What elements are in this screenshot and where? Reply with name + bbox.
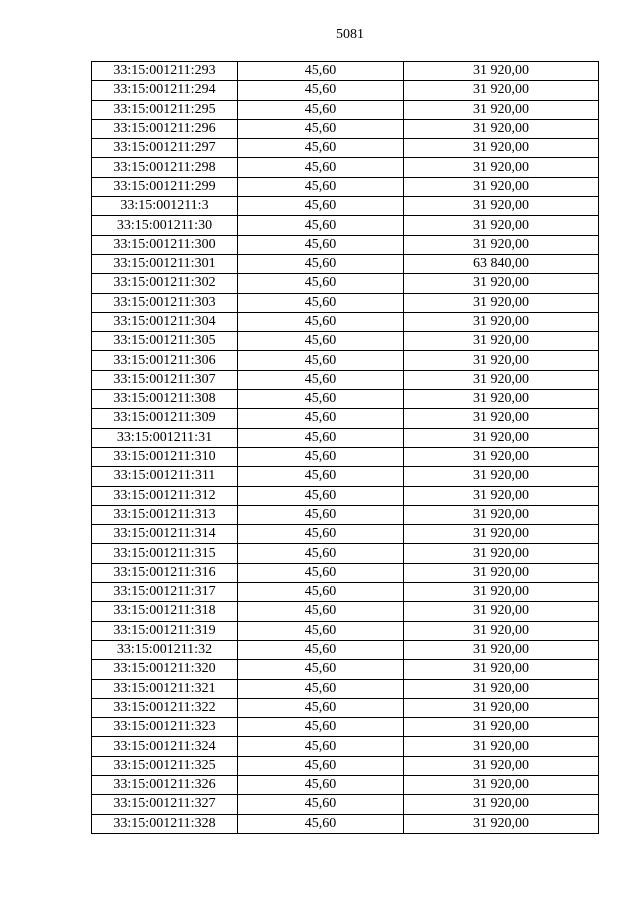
table-row [92,602,599,621]
value-cell: 31 920,00 [404,563,599,582]
area-cell: 45,60 [238,718,404,737]
table-row [92,660,599,679]
value-cell: 31 920,00 [404,505,599,524]
value-cell: 31 920,00 [404,621,599,640]
value-cell: 31 920,00 [404,660,599,679]
cadastral-number-cell: 33:15:001211:319 [92,621,238,640]
value-cell: 31 920,00 [404,216,599,235]
table-row [92,447,599,466]
table-row [92,216,599,235]
table-row [92,467,599,486]
cadastral-number-cell: 33:15:001211:320 [92,660,238,679]
area-cell: 45,60 [238,544,404,563]
area-cell: 45,60 [238,119,404,138]
area-cell: 45,60 [238,158,404,177]
area-cell: 45,60 [238,640,404,659]
cadastral-number-cell: 33:15:001211:306 [92,351,238,370]
table-row [92,177,599,196]
area-cell: 45,60 [238,293,404,312]
cadastral-number-cell: 33:15:001211:313 [92,505,238,524]
area-cell: 45,60 [238,216,404,235]
cadastral-number-cell: 33:15:001211:305 [92,332,238,351]
table-row [92,409,599,428]
parcel-table [91,61,599,834]
table-row [92,235,599,254]
value-cell: 31 920,00 [404,390,599,409]
table-row [92,390,599,409]
cadastral-number-cell: 33:15:001211:302 [92,274,238,293]
table-row [92,119,599,138]
table-row [92,351,599,370]
area-cell: 45,60 [238,139,404,158]
cadastral-number-cell: 33:15:001211:317 [92,583,238,602]
table-row [92,525,599,544]
area-cell: 45,60 [238,390,404,409]
area-cell: 45,60 [238,235,404,254]
cadastral-number-cell: 33:15:001211:324 [92,737,238,756]
area-cell: 45,60 [238,177,404,196]
table-row [92,505,599,524]
value-cell: 31 920,00 [404,525,599,544]
table-row [92,274,599,293]
area-cell: 45,60 [238,563,404,582]
value-cell: 31 920,00 [404,235,599,254]
table-row [92,563,599,582]
cadastral-number-cell: 33:15:001211:310 [92,447,238,466]
cadastral-number-cell: 33:15:001211:296 [92,119,238,138]
cadastral-number-cell: 33:15:001211:303 [92,293,238,312]
area-cell: 45,60 [238,428,404,447]
cadastral-number-cell: 33:15:001211:325 [92,756,238,775]
value-cell: 31 920,00 [404,100,599,119]
area-cell: 45,60 [238,332,404,351]
table-row [92,312,599,331]
table-row [92,679,599,698]
value-cell: 31 920,00 [404,119,599,138]
value-cell: 31 920,00 [404,274,599,293]
table-row [92,197,599,216]
value-cell: 31 920,00 [404,409,599,428]
value-cell: 31 920,00 [404,544,599,563]
value-cell: 31 920,00 [404,486,599,505]
cadastral-number-cell: 33:15:001211:304 [92,312,238,331]
table-row [92,139,599,158]
table-row [92,583,599,602]
cadastral-number-cell: 33:15:001211:294 [92,81,238,100]
area-cell: 45,60 [238,698,404,717]
value-cell: 63 840,00 [404,254,599,273]
table-row [92,486,599,505]
value-cell: 31 920,00 [404,467,599,486]
value-cell: 31 920,00 [404,332,599,351]
cadastral-number-cell: 33:15:001211:300 [92,235,238,254]
value-cell: 31 920,00 [404,158,599,177]
value-cell: 31 920,00 [404,602,599,621]
area-cell: 45,60 [238,660,404,679]
value-cell: 31 920,00 [404,698,599,717]
value-cell: 31 920,00 [404,775,599,794]
area-cell: 45,60 [238,486,404,505]
value-cell: 31 920,00 [404,814,599,833]
value-cell: 31 920,00 [404,718,599,737]
area-cell: 45,60 [238,795,404,814]
table-row [92,158,599,177]
cadastral-number-cell: 33:15:001211:314 [92,525,238,544]
cadastral-number-cell: 33:15:001211:293 [92,62,238,81]
area-cell: 45,60 [238,370,404,389]
table-row [92,775,599,794]
cadastral-number-cell: 33:15:001211:327 [92,795,238,814]
table-row [92,640,599,659]
cadastral-number-cell: 33:15:001211:30 [92,216,238,235]
area-cell: 45,60 [238,409,404,428]
table-row [92,756,599,775]
cadastral-number-cell: 33:15:001211:32 [92,640,238,659]
table-row [92,81,599,100]
area-cell: 45,60 [238,62,404,81]
table-row [92,737,599,756]
value-cell: 31 920,00 [404,428,599,447]
area-cell: 45,60 [238,814,404,833]
cadastral-number-cell: 33:15:001211:312 [92,486,238,505]
cadastral-number-cell: 33:15:001211:308 [92,390,238,409]
cadastral-number-cell: 33:15:001211:311 [92,467,238,486]
table-row [92,718,599,737]
value-cell: 31 920,00 [404,737,599,756]
value-cell: 31 920,00 [404,756,599,775]
area-cell: 45,60 [238,100,404,119]
value-cell: 31 920,00 [404,640,599,659]
area-cell: 45,60 [238,274,404,293]
value-cell: 31 920,00 [404,351,599,370]
area-cell: 45,60 [238,81,404,100]
value-cell: 31 920,00 [404,62,599,81]
table-row [92,62,599,81]
area-cell: 45,60 [238,254,404,273]
cadastral-number-cell: 33:15:001211:298 [92,158,238,177]
parcel-table-body [92,62,599,834]
table-row [92,332,599,351]
area-cell: 45,60 [238,525,404,544]
value-cell: 31 920,00 [404,197,599,216]
table-row [92,293,599,312]
cadastral-number-cell: 33:15:001211:3 [92,197,238,216]
cadastral-number-cell: 33:15:001211:307 [92,370,238,389]
value-cell: 31 920,00 [404,370,599,389]
cadastral-number-cell: 33:15:001211:316 [92,563,238,582]
area-cell: 45,60 [238,602,404,621]
cadastral-number-cell: 33:15:001211:315 [92,544,238,563]
table-row [92,428,599,447]
table-row [92,795,599,814]
table-row [92,814,599,833]
area-cell: 45,60 [238,197,404,216]
value-cell: 31 920,00 [404,795,599,814]
cadastral-number-cell: 33:15:001211:31 [92,428,238,447]
table-row [92,370,599,389]
area-cell: 45,60 [238,583,404,602]
page-number: 5081 [336,27,364,42]
area-cell: 45,60 [238,775,404,794]
value-cell: 31 920,00 [404,583,599,602]
cadastral-number-cell: 33:15:001211:328 [92,814,238,833]
area-cell: 45,60 [238,679,404,698]
cadastral-number-cell: 33:15:001211:299 [92,177,238,196]
area-cell: 45,60 [238,505,404,524]
cadastral-number-cell: 33:15:001211:301 [92,254,238,273]
value-cell: 31 920,00 [404,177,599,196]
cadastral-number-cell: 33:15:001211:322 [92,698,238,717]
table-row [92,698,599,717]
cadastral-number-cell: 33:15:001211:309 [92,409,238,428]
value-cell: 31 920,00 [404,447,599,466]
area-cell: 45,60 [238,312,404,331]
table-row [92,544,599,563]
area-cell: 45,60 [238,447,404,466]
cadastral-number-cell: 33:15:001211:295 [92,100,238,119]
cadastral-number-cell: 33:15:001211:326 [92,775,238,794]
area-cell: 45,60 [238,737,404,756]
cadastral-number-cell: 33:15:001211:297 [92,139,238,158]
area-cell: 45,60 [238,467,404,486]
table-row [92,254,599,273]
area-cell: 45,60 [238,351,404,370]
cadastral-number-cell: 33:15:001211:323 [92,718,238,737]
area-cell: 45,60 [238,756,404,775]
area-cell: 45,60 [238,621,404,640]
value-cell: 31 920,00 [404,312,599,331]
value-cell: 31 920,00 [404,679,599,698]
value-cell: 31 920,00 [404,139,599,158]
table-row [92,621,599,640]
cadastral-number-cell: 33:15:001211:318 [92,602,238,621]
cadastral-number-cell: 33:15:001211:321 [92,679,238,698]
value-cell: 31 920,00 [404,81,599,100]
table-row [92,100,599,119]
value-cell: 31 920,00 [404,293,599,312]
